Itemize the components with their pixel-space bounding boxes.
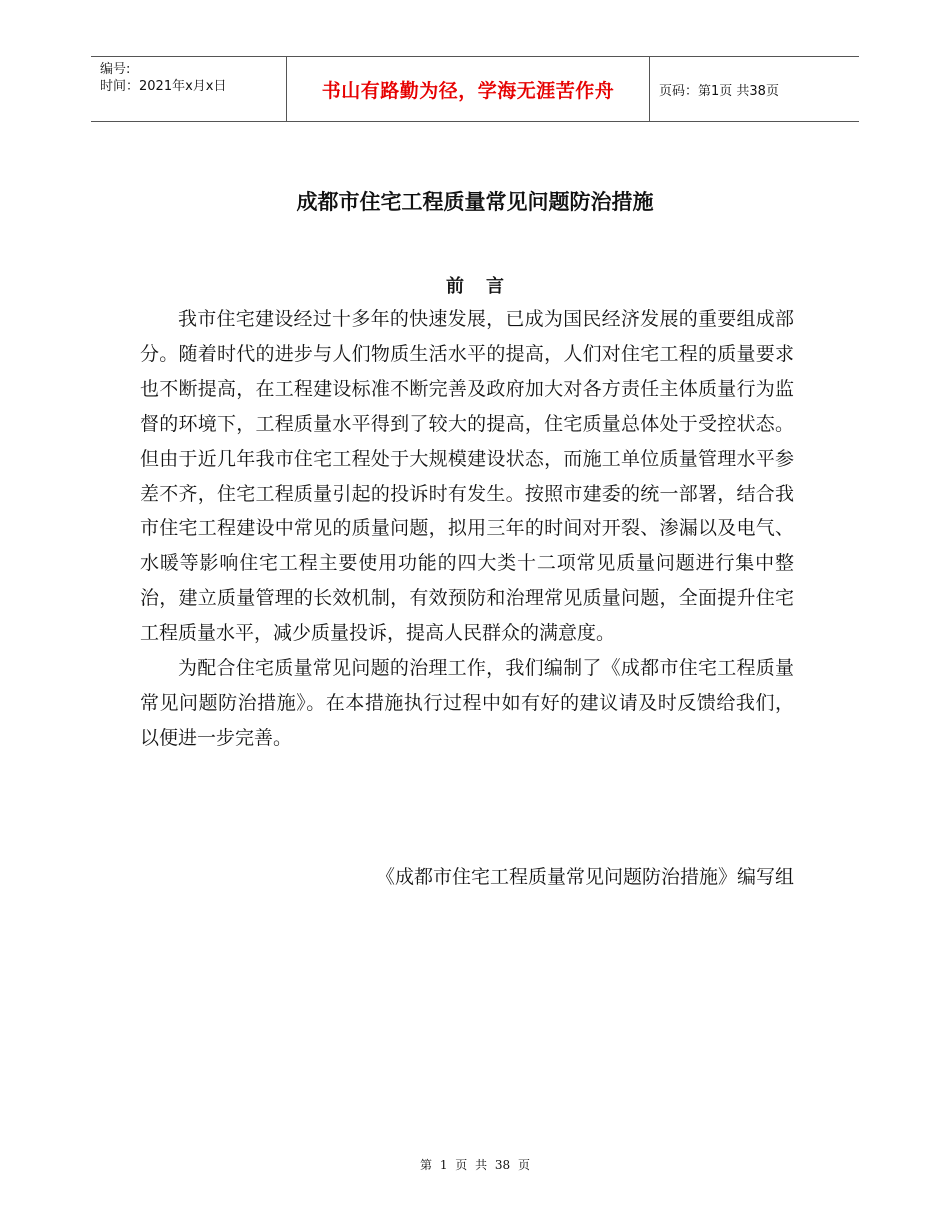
document-header — [91, 56, 859, 122]
motto-text: 书山有路勤为径，学海无涯苦作舟 — [321, 79, 615, 102]
document-title: 成都市住宅工程质量常见问题防治措施 — [296, 190, 654, 214]
header-meta — [91, 57, 287, 121]
header-page-info — [650, 57, 859, 121]
serial-number-label: 编号: — [100, 62, 131, 77]
page-info-text: 页码：第1页 共38页 — [659, 83, 779, 99]
section-heading: 前言 — [446, 276, 526, 297]
date-label: 时间：2021年x月x日 — [100, 79, 227, 94]
author-signature: 《成都市住宅工程质量常见问题防治措施》编写组 — [375, 866, 794, 888]
header-motto — [287, 57, 650, 121]
paragraph: 我市住宅建设经过十多年的快速发展，已成为国民经济发展的重要组成部分。随着时代的进步与人们物质生活水平的提高，人们对住宅工程的质量要求也不断提高，在工程建设标准不断完善及政府加大对各方责任主体质量行为监督的环境下，工程质量水平得到了较大的提高，住宅质量总体处于受控状态。但由于近几年我市住宅工程处于大规模建设状态，而施工单位质量管理水平参差不齐，住宅工程质量引起的投诉时有发生。按照市建委的统一部署，结合我市住宅工程建设中常见的质量问题，拟用三年的时间对开裂、渗漏以及电气、水暖等影响住宅工程主要使用功能的四大类十二项常见质量问题进行集中整治，建立质量管理的长效机制，有效预防和治理常见质量问题，全面提升住宅工程质量水平，减少质量投诉，提高人民群众的满意度。 — [140, 308, 794, 645]
paragraph: 为配合住宅质量常见问题的治理工作，我们编制了《成都市住宅工程质量常见问题防治措施》。在本措施执行过程中如有好的建议请及时反馈给我们，以便进一步完善。 — [140, 657, 794, 749]
page-footer: 第 1 页 共 38 页 — [420, 1158, 530, 1172]
document-body — [140, 302, 794, 756]
